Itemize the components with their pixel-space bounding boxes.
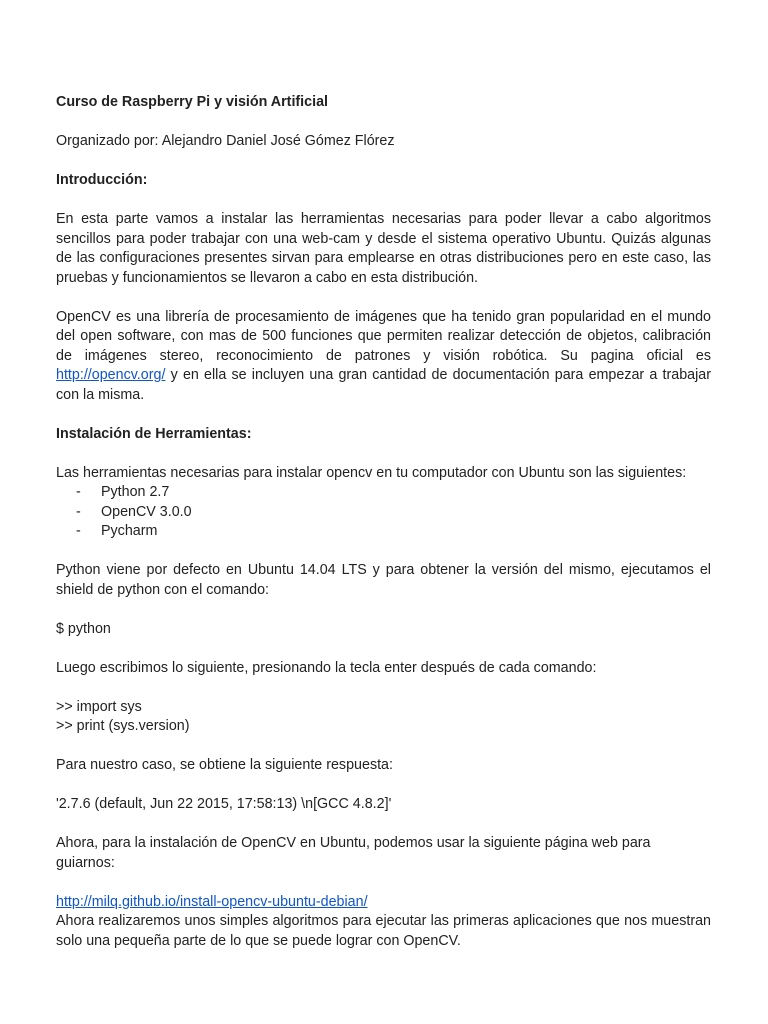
tool-label: Python 2.7 — [101, 484, 170, 500]
list-dash: - — [76, 523, 81, 539]
opencv-install-intro: Ahora, para la instalación de OpenCV en Ubuntu, podemos usar la siguiente página web para guiarnos: — [56, 835, 651, 871]
opencv-paragraph-text-2: y en ella se incluyen una gran cantidad de documentación para empezar a trabajar con la misma. — [56, 367, 711, 403]
intro-paragraph: En esta parte vamos a instalar las herramientas necesarias para poder llevar a cabo algoritmos sencillos para poder trabajar con una web-cam y desde el sistema operativo Ubuntu. Quizás algunas de las configuraciones presentes sirvan para emplearse en otras distribuciones pero en este caso, las pruebas y funcionamientos se llevaron a cabo en esta distribución. — [56, 211, 711, 286]
install-heading: Instalación de Herramientas: — [56, 425, 252, 442]
code-line-import: >> import sys — [56, 698, 142, 715]
tools-intro: Las herramientas necesarias para instalar opencv en tu computador con Ubuntu son las siguientes: — [56, 464, 687, 481]
document-page — [56, 93, 711, 951]
intro-heading: Introducción: — [56, 172, 148, 188]
opencv-official-link[interactable]: http://opencv.org/ — [56, 367, 166, 383]
opencv-paragraph-text-1: OpenCV es una librería de procesamiento de imágenes que ha tenido gran popularidad en el mundo del open software, con mas de 500 funciones que permiten realizar detección de objetos, calibración de imágenes stereo, reconocimiento de patrones y visión robótica. Su pagina oficial es — [56, 308, 711, 364]
install-guide-link[interactable]: http://milq.github.io/install-opencv-ubuntu-debian/ — [56, 893, 368, 910]
response-output: '2.7.6 (default, Jun 22 2015, 17:58:13) \n[GCC 4.8.2]' — [56, 796, 392, 812]
list-dash: - — [76, 484, 81, 500]
opencv-paragraph — [56, 308, 711, 406]
list-dash: - — [76, 503, 81, 520]
tool-label: Pycharm — [101, 523, 158, 539]
document-title: Curso de Raspberry Pi y visión Artificial — [56, 94, 328, 110]
code-line-print: >> print (sys.version) — [56, 718, 190, 734]
list-item — [76, 483, 711, 503]
list-item — [76, 503, 711, 523]
response-intro: Para nuestro caso, se obtiene la siguiente respuesta: — [56, 757, 393, 773]
python-command: $ python — [56, 620, 111, 637]
list-item — [76, 522, 711, 542]
organizer-line: Organizado por: Alejandro Daniel José Gómez Flórez — [56, 133, 395, 149]
tools-list — [56, 483, 711, 542]
tool-label: OpenCV 3.0.0 — [101, 503, 192, 520]
closing-paragraph: Ahora realizaremos unos simples algoritmos para ejecutar las primeras aplicaciones que nos muestran solo una pequeña parte de lo que se puede lograr con OpenCV. — [56, 913, 711, 949]
next-step-text: Luego escribimos lo siguiente, presionando la tecla enter después de cada comando: — [56, 659, 597, 676]
python-paragraph: Python viene por defecto en Ubuntu 14.04 LTS y para obtener la versión del mismo, ejecutamos el shield de python con el comando: — [56, 562, 711, 598]
install-guide-link-line — [56, 893, 711, 913]
